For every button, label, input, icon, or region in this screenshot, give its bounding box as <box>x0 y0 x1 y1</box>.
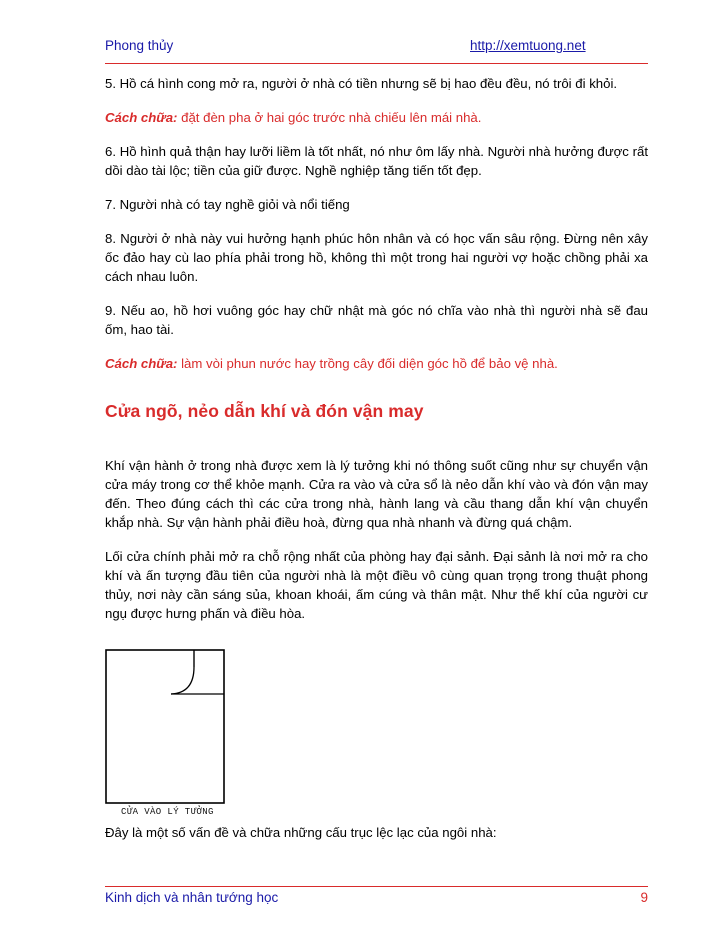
section-paragraph-1: Khí vận hành ở trong nhà được xem là lý tưởng khi nó thông suốt cũng như sự chuyển vận cửa máy trong cơ thể khỏe mạnh. Cửa ra vào và cửa sổ là nẻo dẫn khí vào và đón vận may đến. Theo đúng cách thì các cửa trong nhà, hành lang và cầu thang dẫn khí vận chuyển khắp nhà. Sự vận hành phải điều hoà, đừng qua nhà nhanh và đừng quá chậm. <box>105 458 648 530</box>
figure-ideal-entrance <box>105 649 648 817</box>
paragraph-9: 9. Nếu ao, hồ hơi vuông góc hay chữ nhật mà góc nó chĩa vào nhà thì người nhà sẽ đau ốm, hao tài. <box>105 303 648 337</box>
paragraph-6: 6. Hồ hình quả thận hay lưỡi liềm là tốt nhất, nó như ôm lấy nhà. Người nhà hưởng được rất dồi dào tài lộc; tiền của giữ được. Nghề nghiệp tăng tiến tốt đẹp. <box>105 144 648 178</box>
paragraph-5: 5. Hồ cá hình cong mở ra, người ở nhà có tiền nhưng sẽ bị hao đều đều, nó trôi đi khỏi. <box>105 76 618 91</box>
header-title: Phong thủy <box>105 38 174 53</box>
remedy-label: Cách chữa: <box>105 356 178 371</box>
remedy-paragraph-1 <box>105 108 648 127</box>
figure-caption: CỬA VÀO LÝ TƯỞNG <box>121 807 214 817</box>
paragraph-8: 8. Người ở nhà này vui hưởng hạnh phúc hôn nhân và có học vấn sâu rộng. Đừng nên xây ốc đảo hay cù lao phía phải trong hồ, không thì một trong hai người vợ hoặc chồng phải xa cách nhau luôn. <box>105 231 648 284</box>
page-footer <box>105 886 648 905</box>
closing-paragraph: Đây là một số vấn đề và chữa những cấu trục lệc lạc của ngôi nhà: <box>105 825 497 840</box>
page-number: 9 <box>640 890 648 905</box>
footer-divider <box>105 886 648 887</box>
paragraph-7: 7. Người nhà có tay nghề giỏi và nổi tiếng <box>105 197 350 212</box>
page-header <box>105 38 648 60</box>
figure-drawing <box>105 649 225 804</box>
remedy-text: đặt đèn pha ở hai góc trước nhà chiếu lên mái nhà. <box>177 110 482 125</box>
remedy-label: Cách chữa: <box>105 110 178 125</box>
section-heading: Cửa ngõ, nẻo dẫn khí và đón vận may <box>105 401 424 421</box>
header-link[interactable]: http://xemtuong.net <box>470 38 586 53</box>
door-diagram-icon <box>105 649 225 804</box>
remedy-paragraph-2 <box>105 354 648 373</box>
footer-title: Kinh dịch và nhân tướng học <box>105 890 279 905</box>
document-body <box>105 64 648 842</box>
remedy-text: làm vòi phun nước hay trồng cây đối diện góc hồ để bảo vệ nhà. <box>177 356 558 371</box>
section-paragraph-2: Lối cửa chính phải mở ra chỗ rộng nhất của phòng hay đại sảnh. Đại sảnh là nơi mở ra cho khí và ấn tượng đầu tiên của người nhà là một điều vô cùng quan trọng trong thuật phong thủy, nơi này cần sáng sủa, khoan khoái, ấm cúng và thân mật. Như thế khí của người cư ngụ được hưng phấn và điều hòa. <box>105 549 648 621</box>
